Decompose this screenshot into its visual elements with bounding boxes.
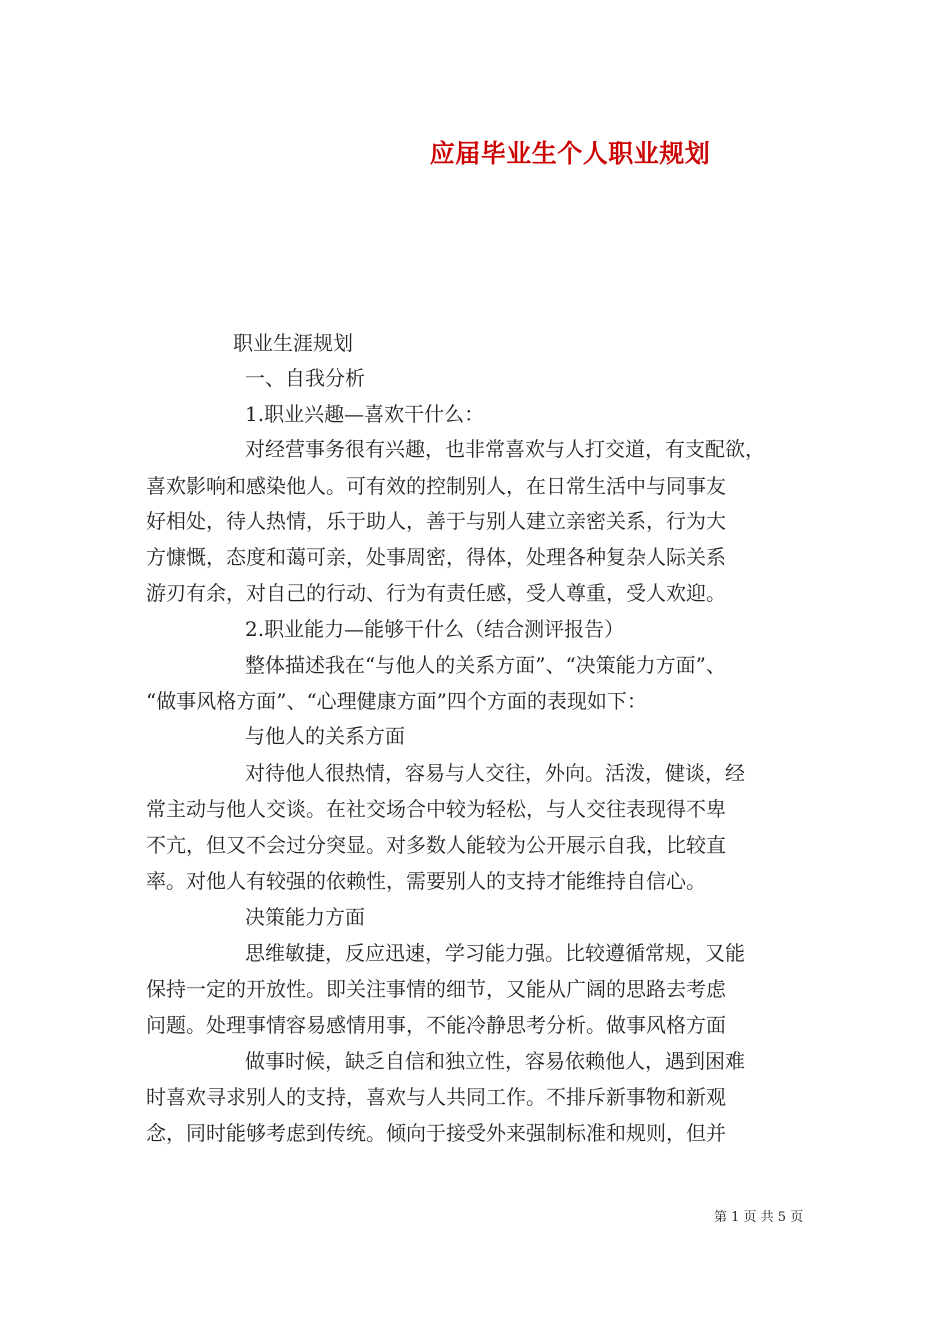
text-line: 一、自我分析 xyxy=(245,366,365,390)
text-line: “做事风格方面”、“心理健康方面”四个方面的表现如下： xyxy=(146,689,647,713)
text-line: 游刃有余，对自己的行动、行为有责任感，受人尊重，受人欢迎。 xyxy=(146,581,726,605)
text-line: 对待他人很热情，容易与人交往，外向。活泼，健谈，经 xyxy=(245,761,745,785)
text-line: 决策能力方面 xyxy=(245,905,365,929)
text-line: 做事时候，缺乏自信和独立性，容易依赖他人，遇到困难 xyxy=(245,1049,745,1073)
text-line: 职业生涯规划 xyxy=(233,331,353,355)
document-title: 应届毕业生个人职业规划 xyxy=(429,139,711,168)
text-line: 率。对他人有较强的依赖性，需要别人的支持才能维持自信心。 xyxy=(146,869,706,893)
text-line: 时喜欢寻求别人的支持，喜欢与人共同工作。不排斥新事物和新观 xyxy=(146,1085,726,1109)
text-line: 好相处，待人热情，乐于助人，善于与别人建立亲密关系，行为大 xyxy=(146,509,726,533)
text-line: 保持一定的开放性。即关注事情的细节，又能从广阔的思路去考虑 xyxy=(146,977,726,1001)
text-line: 念，同时能够考虑到传统。倾向于接受外来强制标准和规则，但并 xyxy=(146,1121,726,1145)
text-line: 整体描述我在“与他人的关系方面”、“决策能力方面”、 xyxy=(245,653,726,677)
page-number: 第 1 页 共 5 页 xyxy=(714,1210,804,1225)
text-line: 1.职业兴趣—喜欢干什么： xyxy=(245,402,485,426)
text-line: 思维敏捷，反应迅速，学习能力强。比较遵循常规，又能 xyxy=(245,941,745,965)
text-line: 与他人的关系方面 xyxy=(245,724,405,748)
text-line: 2.职业能力—能够干什么（结合测评报告） xyxy=(245,617,625,641)
text-line: 不亢，但又不会过分突显。对多数人能较为公开展示自我，比较直 xyxy=(146,833,726,857)
text-line: 对经营事务很有兴趣，也非常喜欢与人打交道，有支配欲， xyxy=(245,437,765,461)
text-line: 方慷慨，态度和蔼可亲，处事周密，得体，处理各种复杂人际关系 xyxy=(146,545,726,569)
text-line: 常主动与他人交谈。在社交场合中较为轻松，与人交往表现得不卑 xyxy=(146,797,726,821)
text-line: 喜欢影响和感染他人。可有效的控制别人，在日常生活中与同事友 xyxy=(146,474,726,498)
text-line: 问题。处理事情容易感情用事，不能冷静思考分析。做事风格方面 xyxy=(146,1013,726,1037)
